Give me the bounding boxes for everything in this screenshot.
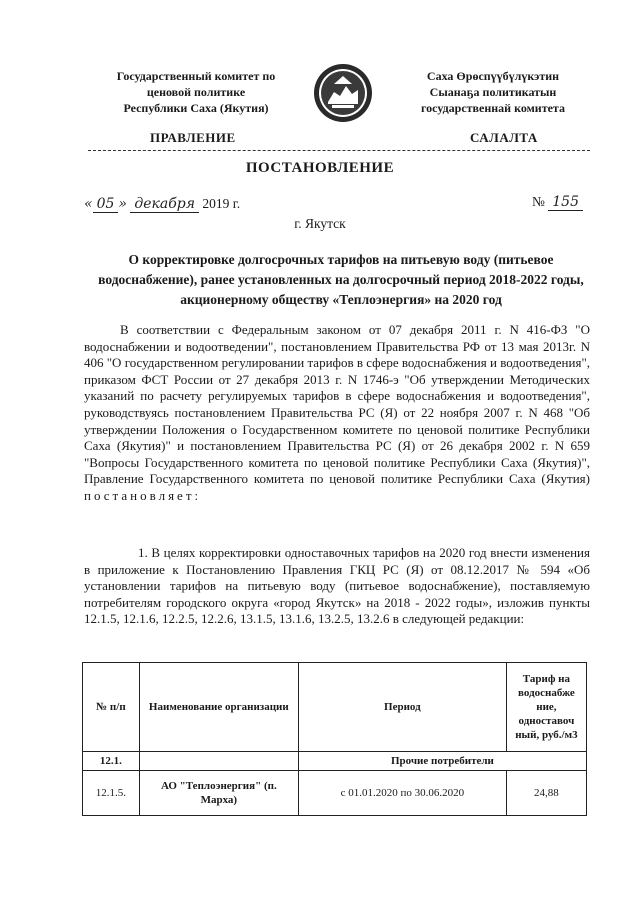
group-num: 12.1. bbox=[83, 752, 140, 771]
document-city: г. Якутск bbox=[294, 216, 346, 231]
document-number bbox=[532, 194, 583, 211]
date-quote-close: » bbox=[118, 196, 127, 212]
date-quote-open: « bbox=[84, 196, 93, 212]
table-row bbox=[83, 771, 587, 816]
board-label-sah: САЛАЛТА bbox=[470, 130, 538, 145]
header-tariff: Тариф на водоснабже ние, одноставоч ный, руб./м3 bbox=[506, 663, 586, 752]
header-left-line: Государственный комитет по bbox=[116, 69, 276, 83]
header-period: Период bbox=[298, 663, 506, 752]
preamble-text: В соответствии с Федеральным законом от 07 декабря 2011 г. N 416-ФЗ "О водоснабжении и водоотведении", постановлением Правительства РФ от 13 мая 2013г. N 406 "О государственном регулировании тарифов в сфере водоснабжения и водоотведения", приказом ФСТ России от 27 декабря 2013 г. N 1746-э "Об утверждении Методических указаний по расчету регулируемых тарифов в сфере водоснабжения и водоотведения", руководствуясь постановлением Правительства РС (Я) от 22 ноября 2007 г. N 468 "Об утверждении Положения о Государственном комитете по ценовой политике Республики Саха (Якутия)" и постановлением Правительства РС (Я) от 26 декабря 2002 г. N 659 "Вопросы Государственного комитета по ценовой политике Республики Саха (Якутия)", Правление Государственного комитета по ценовой политике Республики Саха (Якутия) bbox=[84, 322, 590, 487]
header-left-line: Республики Саха (Якутия) bbox=[123, 101, 269, 115]
document-date bbox=[84, 196, 240, 213]
header-right-line: государственнай комитета bbox=[421, 101, 565, 115]
row-num: 12.1.5. bbox=[83, 771, 140, 816]
board-label-ru: ПРАВЛЕНИЕ bbox=[150, 130, 236, 145]
group-empty-cell bbox=[139, 752, 298, 771]
header-left-line: ценовой политике bbox=[146, 85, 246, 99]
document-title: ПОСТАНОВЛЕНИЕ bbox=[245, 160, 395, 176]
row-tariff: 24,88 bbox=[506, 771, 586, 816]
number-prefix: № bbox=[532, 194, 545, 209]
body-paragraph-1 bbox=[84, 322, 590, 505]
header-right bbox=[398, 68, 588, 116]
document-subject: О корректировке долгосрочных тарифов на питьевую воду (питьевое водоснабжение), ранее установленных на долгосрочный период 2018-2022 годы, акционерному обществу «Теплоэнергия» на 2020 год bbox=[98, 252, 584, 307]
header-right-line: Саха Өрөспүүбүлүкэтин bbox=[426, 69, 560, 83]
emblem-icon bbox=[312, 62, 374, 124]
group-label: Прочие потребители bbox=[298, 752, 586, 771]
row-org: АО "Теплоэнергия" (п. Марха) bbox=[139, 771, 298, 816]
header-left bbox=[96, 68, 296, 116]
body-paragraph-2: 1. В целях корректировки одноставочных тарифов на 2020 год внести изменения в приложение к Постановлению Правления ГКЦ РС (Я) от 08.12.2017 № 594 «Об установлении тарифов на питьевую воду (питьевое водоснабжение), поставляемую потребителям городского округа «город Якутск» на 2018 - 2022 годы», изложив пункты 12.1.5, 12.1.6, 12.2.5, 12.2.6, 13.1.5, 13.1.6, 13.2.5, 13.2.6 в следующей редакции: bbox=[84, 545, 590, 627]
table-header-row bbox=[83, 663, 587, 752]
date-month: декабря bbox=[130, 196, 199, 213]
header-num: № п/п bbox=[83, 663, 140, 752]
row-period: с 01.01.2020 по 30.06.2020 bbox=[298, 771, 506, 816]
date-day: 05 bbox=[93, 196, 119, 213]
header-divider bbox=[88, 150, 590, 151]
tariff-table bbox=[82, 662, 587, 816]
table-group-row bbox=[83, 752, 587, 771]
header-right-line: Сыанаҕа политикатын bbox=[429, 85, 557, 99]
header-org: Наименование организации bbox=[139, 663, 298, 752]
number-value: 155 bbox=[548, 194, 583, 211]
date-year: 2019 г. bbox=[202, 196, 241, 211]
decree-word: постановляет: bbox=[84, 487, 202, 503]
